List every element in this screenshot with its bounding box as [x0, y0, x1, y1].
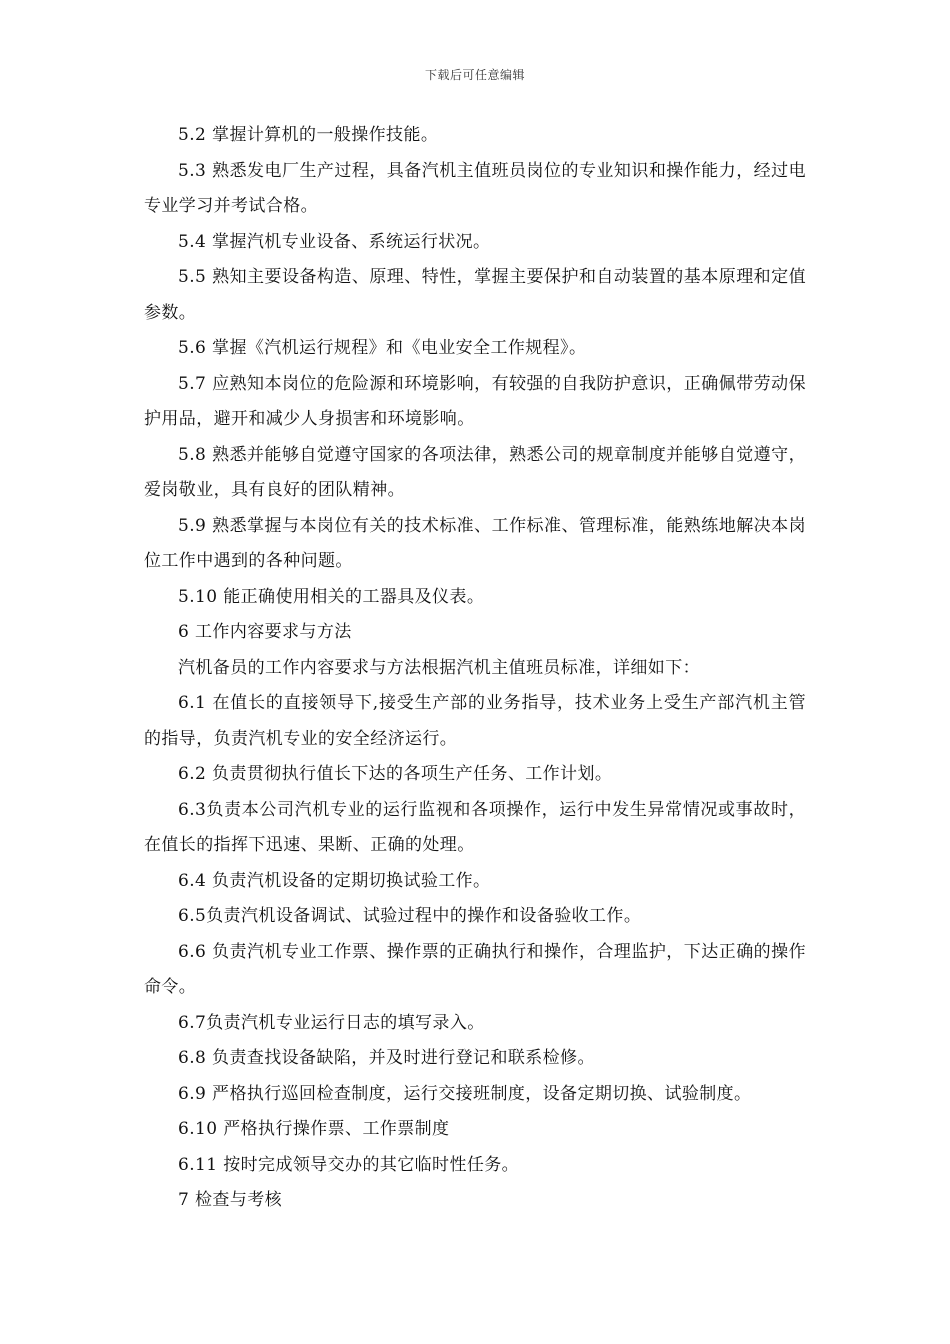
paragraph-5-5: 5.5 熟知主要设备构造、原理、特性，掌握主要保护和自动装置的基本原理和定值参数。 — [144, 267, 806, 323]
section-heading-7: 7 检查与考核 — [178, 1190, 283, 1210]
paragraph-5-7: 5.7 应熟知本岗位的危险源和环境影响，有较强的自我防护意识，正确佩带劳动保护用品，避开和减少人身损害和环境影响。 — [144, 373, 806, 429]
paragraph-6-4: 6.4 负责汽机设备的定期切换试验工作。 — [178, 870, 491, 891]
paragraph-5-4: 5.4 掌握汽机专业设备、系统运行状况。 — [178, 231, 491, 252]
paragraph-6-3: 6.3负责本公司汽机专业的运行监视和各项操作，运行中发生异常情况或事故时，在值长的指挥下迅速、果断、正确的处理。 — [144, 799, 806, 855]
paragraph-6-1: 6.1 在值长的直接领导下,接受生产部的业务指导，技术业务上受生产部汽机主管的指导，负责汽机专业的安全经济运行。 — [144, 693, 806, 749]
paragraph-6-7: 6.7负责汽机专业运行日志的填写录入。 — [178, 1012, 485, 1033]
paragraph-6-10: 6.10 严格执行操作票、工作票制度 — [178, 1119, 450, 1139]
paragraph-5-10: 5.10 能正确使用相关的工器具及仪表。 — [178, 586, 485, 607]
paragraph-6-6: 6.6 负责汽机专业工作票、操作票的正确执行和操作，合理监护，下达正确的操作命令。 — [144, 941, 806, 997]
paragraph-5-2: 5.2 掌握计算机的一般操作技能。 — [178, 125, 439, 145]
paragraph-5-9: 5.9 熟悉掌握与本岗位有关的技术标准、工作标准、管理标准，能熟练地解决本岗位工作中遇到的各种问题。 — [144, 515, 806, 571]
header-note: 下载后可任意编辑 — [424, 68, 525, 82]
paragraph-6-2: 6.2 负责贯彻执行值长下达的各项生产任务、工作计划。 — [178, 764, 613, 784]
paragraph-5-6: 5.6 掌握《汽机运行规程》和《电业安全工作规程》。 — [178, 338, 587, 358]
paragraph-5-8: 5.8 熟悉并能够自觉遵守国家的各项法律，熟悉公司的规章制度并能够自觉遵守，爱岗敬业，具有良好的团队精神。 — [144, 444, 806, 500]
paragraph-5-3: 5.3 熟悉发电厂生产过程，具备汽机主值班员岗位的专业知识和操作能力，经过电专业学习并考试合格。 — [144, 160, 806, 216]
document-body — [144, 118, 806, 1219]
paragraph-6-9: 6.9 严格执行巡回检查制度，运行交接班制度，设备定期切换、试验制度。 — [178, 1083, 752, 1104]
paragraph-6-8: 6.8 负责查找设备缺陷，并及时进行登记和联系检修。 — [178, 1048, 595, 1068]
section-6-intro: 汽机备员的工作内容要求与方法根据汽机主值班员标准，详细如下： — [178, 657, 700, 678]
paragraph-6-5: 6.5负责汽机设备调试、试验过程中的操作和设备验收工作。 — [178, 906, 642, 926]
section-heading-6: 6 工作内容要求与方法 — [178, 622, 352, 642]
paragraph-6-11: 6.11 按时完成领导交办的其它临时性任务。 — [178, 1154, 520, 1175]
